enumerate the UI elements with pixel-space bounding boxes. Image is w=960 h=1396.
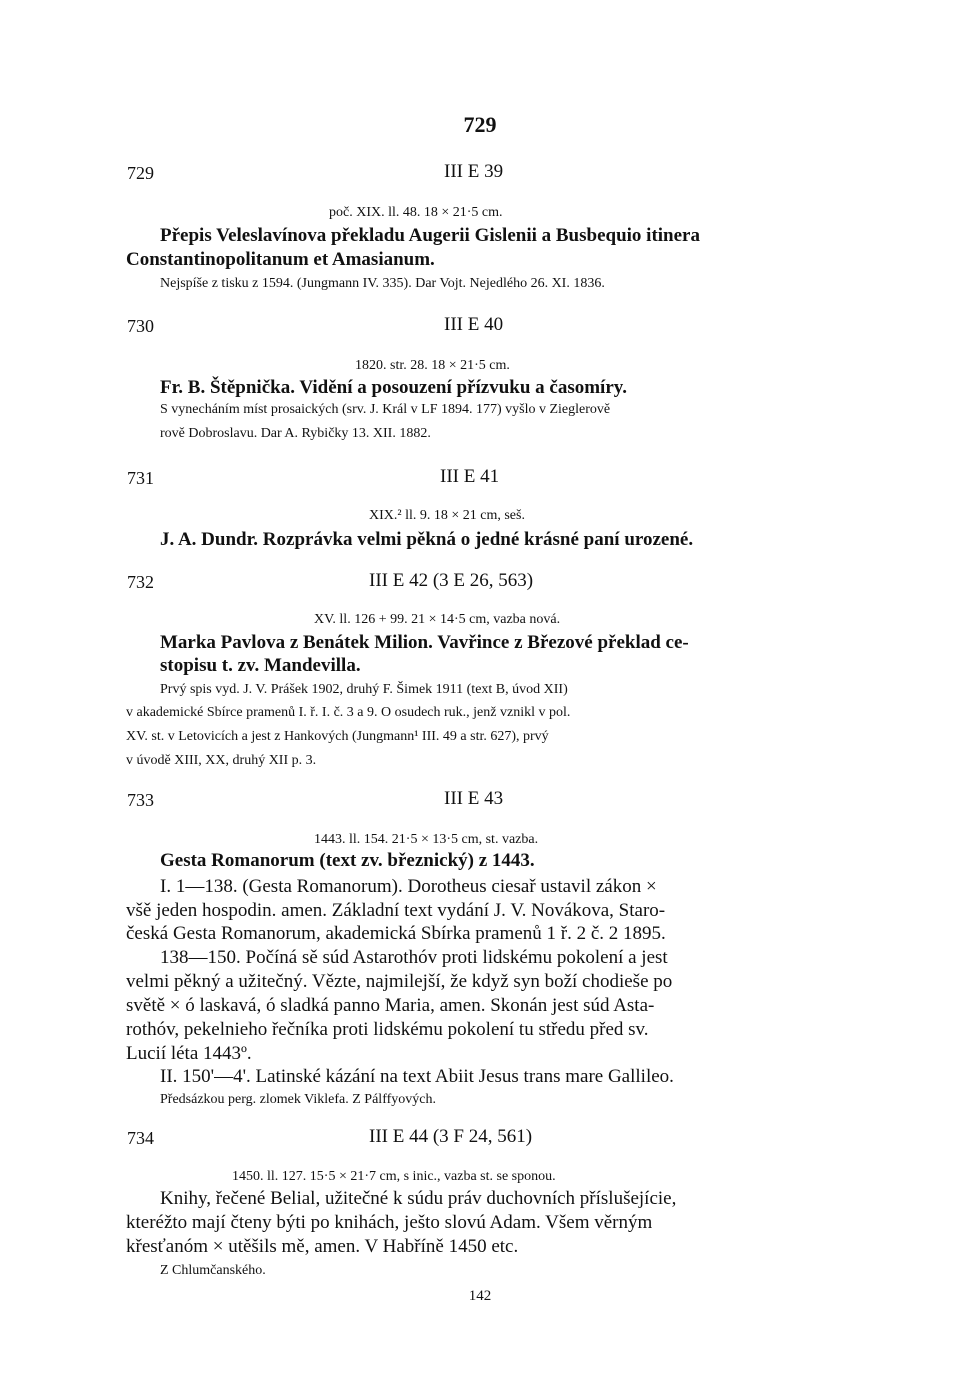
body-text: Lucií léta 1443º. [126, 1043, 252, 1064]
body-text: světě × ó laskavá, ó sladká panno Maria, amen. Skonán jest súd Asta- [126, 995, 655, 1016]
physical-description: 1443. ll. 154. 21·5 × 13·5 cm, st. vazba. [314, 832, 539, 847]
body-text: I. 1—138. (Gesta Romanorum). Dorotheus ciesař ustavil zákon × [160, 876, 657, 897]
entry-note: Nejspíše z tisku z 1594. (Jungmann IV. 335). Dar Vojt. Nejedlého 26. XI. 1836. [160, 276, 605, 291]
entry-note: rově Dobroslavu. Dar A. Rybičky 13. XII. 1882. [160, 426, 431, 441]
body-text: křesťanóm × utěšils mě, amen. V Habříně 1450 etc. [126, 1236, 519, 1257]
shelf-mark: III E 44 (3 F 24, 561) [369, 1126, 533, 1147]
entry-title: Constantinopolitanum et Amasianum. [126, 249, 435, 270]
physical-description: XIX.² ll. 9. 18 × 21 cm, seš. [369, 508, 525, 523]
physical-description: 1450. ll. 127. 15·5 × 21·7 cm, s inic., vazba st. se sponou. [232, 1169, 556, 1184]
entry-note: Z Chlumčanského. [160, 1263, 266, 1278]
shelf-mark: III E 39 [444, 161, 504, 182]
entry-note: v úvodě XIII, XX, druhý XII p. 3. [126, 753, 317, 768]
shelf-mark: III E 42 (3 E 26, 563) [369, 570, 534, 591]
folio-number: 142 [468, 1288, 492, 1304]
entry-title: stopisu t. zv. Mandevilla. [160, 655, 361, 676]
entry-title: Přepis Veleslavínova překladu Augerii Gislenii a Busbequio itinera [160, 225, 700, 246]
entry-note: v akademické Sbírce pramenů I. ř. I. č. 3 a 9. O osudech ruk., jenž vznikl v pol. [126, 705, 571, 720]
body-text: rothóv, pekelnieho řečníka proti lidskému pokolení tu středu před sv. [126, 1019, 649, 1040]
entry-title: Gesta Romanorum (text zv. březnický) z 1443. [160, 850, 535, 871]
body-text: velmi pěkný a užitečný. Vězte, najmilejší, že když syn boží chodieše po [126, 971, 673, 992]
entry-number: 732 [127, 572, 154, 592]
entry-note: XV. st. v Letovicích a jest z Hankových (Jungmann¹ III. 49 a str. 627), prvý [126, 729, 549, 744]
body-text: Knihy, řečené Belial, užitečné k súdu práv duchovních příslušejície, [160, 1188, 677, 1209]
physical-description: 1820. str. 28. 18 × 21·5 cm. [355, 358, 510, 373]
body-text: 138—150. Počíná sě súd Astarothóv proti lidskému pokolení a jest [160, 947, 668, 968]
entry-note: S vynecháním míst prosaických (srv. J. Král v LF 1894. 177) vyšlo v Zieglerově [160, 402, 611, 417]
entry-number: 730 [127, 316, 154, 336]
body-text: kteréžto mají čteny býti po knihách, ješto slovú Adam. Všem věrným [126, 1212, 653, 1233]
page-number: 729 [463, 112, 497, 137]
shelf-mark: III E 43 [444, 788, 504, 809]
body-text: všě jeden hospodin. amen. Základní text vydání J. V. Novákova, Staro- [126, 900, 666, 921]
physical-description: poč. XIX. ll. 48. 18 × 21·5 cm. [329, 205, 503, 220]
entry-number: 734 [127, 1128, 154, 1148]
entry-number: 731 [127, 468, 154, 488]
shelf-mark: III E 40 [444, 314, 504, 335]
body-text: česká Gesta Romanorum, akademická Sbírka pramenů 1 ř. 2 č. 2 1895. [126, 923, 666, 944]
entry-number: 729 [127, 163, 154, 183]
entry-number: 733 [127, 790, 154, 810]
entry-title: Fr. B. Štěpnička. Vidění a posouzení přízvuku a časomíry. [160, 377, 627, 398]
shelf-mark: III E 41 [440, 466, 500, 487]
entry-note: Prvý spis vyd. J. V. Prášek 1902, druhý F. Šimek 1911 (text B, úvod XII) [160, 682, 568, 697]
entry-title: J. A. Dundr. Rozprávka velmi pěkná o jedné krásné paní urozené. [160, 529, 694, 550]
physical-description: XV. ll. 126 + 99. 21 × 14·5 cm, vazba nová. [314, 612, 561, 627]
entry-note: Předsázkou perg. zlomek Viklefa. Z Pálffyových. [160, 1092, 436, 1107]
entry-title: Marka Pavlova z Benátek Milion. Vavřince z Březové překlad ce- [160, 632, 689, 653]
body-text: II. 150'—4'. Latinské kázání na text Abiit Jesus trans mare Gallileo. [160, 1066, 674, 1087]
